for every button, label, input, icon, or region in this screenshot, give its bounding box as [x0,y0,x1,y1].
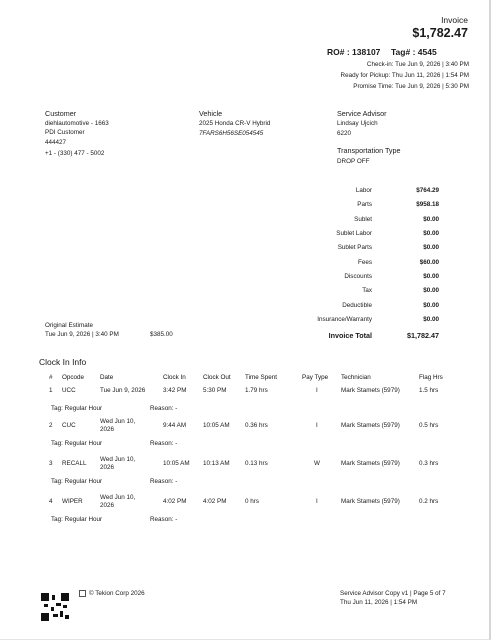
clock-cell-in: 3:42 PM [163,387,187,394]
clock-cell-spent: 0 hrs [245,498,259,505]
clock-row-tag: Tag: Regular Hour [51,478,103,485]
clock-row-reason: Reason: - [150,405,178,412]
transport-type: DROP OFF [337,158,370,165]
clock-cell-spent: 1.79 hrs [245,387,268,394]
clock-cell-date: Wed Jun 10, 2026 [100,494,136,509]
charge-label: Discounts [344,273,372,281]
clock-cell-in: 9:44 AM [163,422,187,429]
clock-cell-opcode: CUC [62,422,76,429]
charge-value: $0.00 [423,301,439,309]
clock-cell-flag: 0.3 hrs [419,460,439,467]
clock-row-reason: Reason: - [150,516,178,523]
clock-cell-num: 4 [49,498,53,505]
clock-cell-opcode: UCC [62,387,76,394]
document-type: Invoice [441,15,468,25]
charge-value: $0.00 [423,215,439,223]
charge-value: $0.00 [423,273,439,281]
footer-copyright: © Tekion Corp 2026 [89,590,145,597]
advisor-heading: Service Advisor [337,109,387,118]
charge-value: $764.29 [416,187,439,194]
clock-cell-in: 10:05 AM [163,460,190,467]
ready-time: Ready for Pickup: Thu Jun 11, 2026 | 1:54 PM [340,72,469,79]
header-total: $1,782.47 [412,26,468,40]
clock-cell-out: 5:30 PM [203,387,227,394]
clock-row-tag: Tag: Regular Hour [51,440,103,447]
customer-name: diehlautomotive - 1663 [45,120,109,127]
charge-label: Deductible [342,301,372,309]
customer-phone: +1 - (330) 477 - 5002 [45,150,105,157]
clock-column-header: Pay Type [302,374,329,381]
checkin-time: Check-in: Tue Jun 9, 2026 | 3:40 PM [366,61,469,68]
clock-cell-flag: 0.2 hrs [419,498,439,505]
clock-row-tag: Tag: Regular Hour [51,405,103,412]
charge-label: Tax [362,287,372,295]
clock-cell-flag: 1.5 hrs [419,387,439,394]
clock-cell-pay: I [316,498,318,505]
clock-column-header: Opcode [62,374,85,381]
charge-label: Labor [355,187,372,194]
clock-cell-spent: 0.13 hrs [245,460,268,467]
customer-heading: Customer [45,109,77,118]
ro-number: RO# : 138107 [327,47,381,57]
vehicle-vin: 7FARS6H56SE054545 [199,130,264,137]
clock-cell-num: 3 [49,460,53,467]
clock-row-reason: Reason: - [150,440,178,447]
clock-cell-date: Wed Jun 10, 2026 [100,456,136,471]
clock-cell-num: 1 [49,387,53,394]
clock-cell-tech: Mark Stamets (5979) [341,387,400,394]
vehicle-model: 2025 Honda CR-V Hybrid [199,120,271,127]
estimate-heading: Original Estimate [45,322,93,329]
charge-value: $0.00 [423,244,439,252]
promise-time: Promise Time: Tue Jun 9, 2026 | 5:30 PM [353,83,469,90]
clock-cell-tech: Mark Stamets (5979) [341,422,400,429]
tekion-logo-icon [79,590,86,597]
clock-cell-opcode: RECALL [62,460,87,467]
clock-cell-opcode: WIPER [62,498,83,505]
clock-cell-date: Wed Jun 10, 2026 [100,418,136,433]
clock-column-header: Technician [341,374,371,381]
estimate-amount: $385.00 [150,331,173,338]
charge-label: Sublet Labor [336,230,372,238]
advisor-id: 6220 [337,130,352,137]
invoice-total-label: Invoice Total [328,331,372,340]
vehicle-heading: Vehicle [199,109,223,118]
tag-number: Tag# : 4545 [391,47,437,57]
customer-id: 444427 [45,139,67,146]
clock-cell-in: 4:02 PM [163,498,187,505]
transport-heading: Transportation Type [337,146,401,155]
charge-value: $0.00 [423,316,439,324]
clock-column-header: Date [100,374,114,381]
clock-cell-flag: 0.5 hrs [419,422,439,429]
clock-cell-tech: Mark Stamets (5979) [341,460,400,467]
estimate-date: Tue Jun 9, 2026 | 3:40 PM [45,331,119,338]
clock-cell-num: 2 [49,422,53,429]
clock-cell-out: 10:13 AM [203,460,230,467]
clock-column-header: Time Spent [245,374,277,381]
charge-value: $958.18 [416,201,439,209]
footer-copy-info: Service Advisor Copy v1 | Page 5 of 7 [340,590,446,597]
clock-cell-date: Tue Jun 9, 2026 [100,387,146,394]
footer-printed-time: Thu Jun 11, 2026 | 1:54 PM [340,599,418,606]
clock-cell-out: 10:05 AM [203,422,230,429]
customer-type: PDI Customer [45,129,85,136]
charge-label: Fees [358,258,372,266]
clock-cell-pay: I [316,422,318,429]
clock-cell-pay: I [316,387,318,394]
charge-value: $0.00 [423,230,439,238]
invoice-total-value: $1,782.47 [407,331,439,340]
clock-row-reason: Reason: - [150,478,178,485]
clock-column-header: Clock In [163,374,186,381]
clock-section-title: Clock In Info [39,357,87,367]
charge-label: Insurance/Warranty [317,316,372,324]
clock-cell-pay: W [314,460,320,467]
clock-cell-out: 4:02 PM [203,498,227,505]
qr-code [41,593,69,621]
charge-label: Sublet Parts [337,244,372,252]
clock-column-header: # [49,374,53,381]
clock-cell-tech: Mark Stamets (5979) [341,498,400,505]
charge-value: $60.00 [419,258,439,266]
charge-label: Sublet [354,215,372,223]
advisor-name: Lindsay Ujcich [337,120,378,127]
clock-row-tag: Tag: Regular Hour [51,516,103,523]
clock-column-header: Flag Hrs [419,374,443,381]
charge-value: $0.00 [423,287,439,295]
clock-column-header: Clock Out [203,374,231,381]
charge-label: Parts [357,201,372,209]
clock-cell-spent: 0.36 hrs [245,422,268,429]
